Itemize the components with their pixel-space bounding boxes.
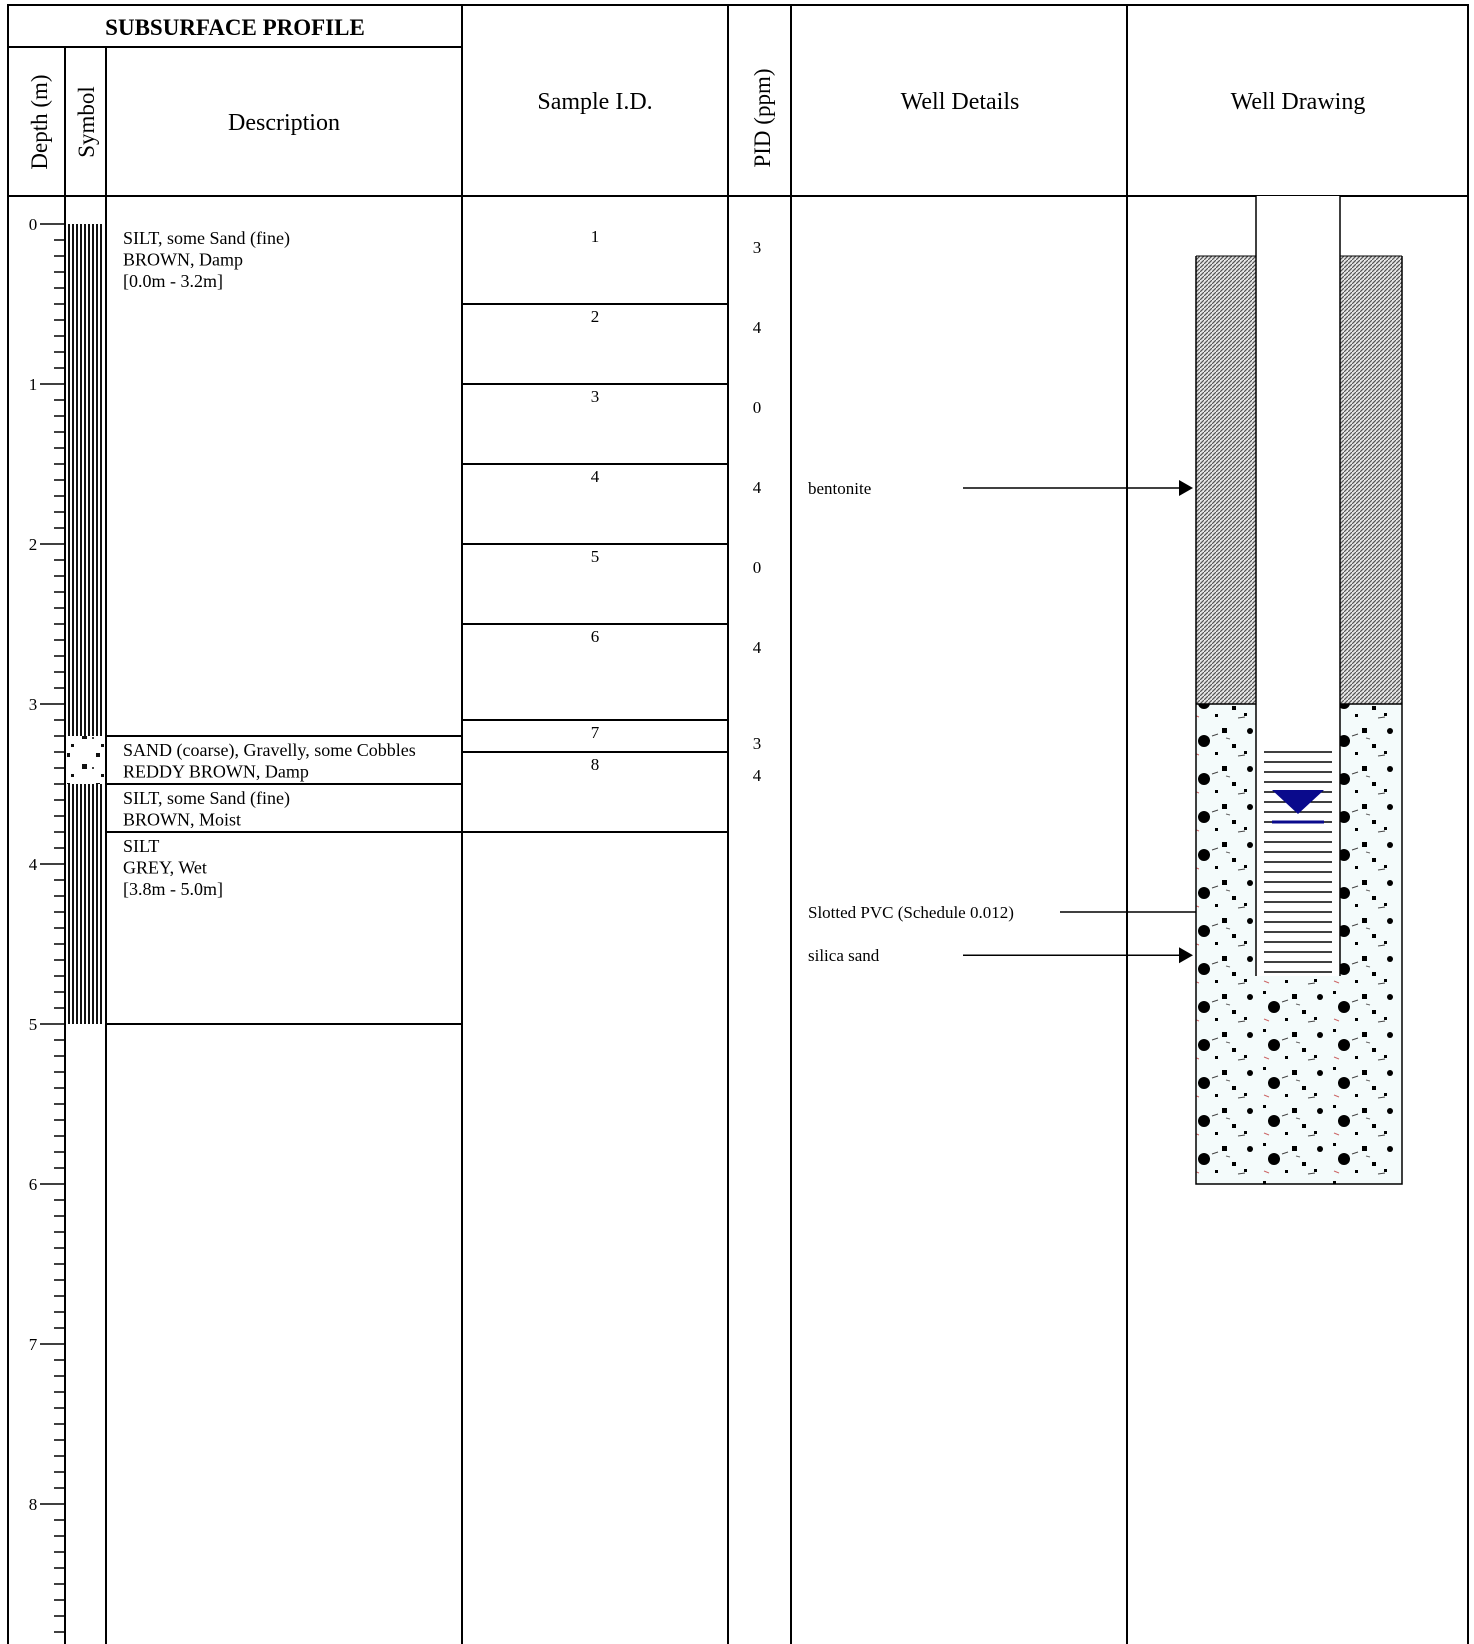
sample-id: 7 [590, 723, 600, 742]
depth-tick-label: 0 [28, 215, 38, 234]
layer-description-line: [0.0m - 3.2m] [123, 271, 223, 291]
symbol-silt [67, 224, 104, 736]
depth-tick-label: 3 [28, 695, 38, 714]
well-detail-label: silica sand [808, 946, 880, 966]
symbol-silt [67, 832, 104, 1024]
depth-scale [29, 215, 65, 1632]
sample-id: 5 [590, 547, 600, 566]
layer-description [123, 228, 290, 291]
depth-tick-label: 1 [28, 375, 38, 394]
layer-description-line: SAND (coarse), Gravelly, some Cobbles [123, 740, 416, 760]
layer-description-line: SILT, some Sand (fine) [123, 228, 290, 248]
pid-value: 4 [752, 318, 762, 337]
sample-id: 2 [590, 307, 600, 326]
sample-id-column-header: Sample I.D. [537, 89, 653, 115]
sample-id: 1 [590, 227, 600, 246]
layer-description-line: BROWN, Moist [123, 809, 242, 830]
layer-description-line: BROWN, Damp [123, 249, 243, 270]
bentonite-fill-left [1196, 256, 1256, 704]
well-drawing [1196, 196, 1402, 1184]
sample-id: 6 [590, 627, 600, 646]
depth-tick-label: 7 [28, 1335, 38, 1354]
sample-column [462, 227, 728, 832]
layer-description [123, 836, 223, 899]
sample-id: 3 [590, 387, 600, 406]
well-detail-label: bentonite [808, 479, 872, 498]
description-column [106, 228, 462, 1024]
pid-value: 3 [752, 734, 762, 753]
pid-value: 4 [752, 638, 762, 657]
sample-id: 4 [590, 467, 600, 486]
pid-value: 3 [752, 238, 762, 257]
symbol-silt [67, 784, 104, 832]
symbol-gravel [67, 736, 104, 784]
sample-id: 8 [590, 755, 600, 774]
symbol-column-header: Symbol [74, 86, 99, 158]
pid-value: 0 [752, 558, 762, 577]
depth-tick-label: 8 [28, 1495, 38, 1514]
depth-column-header: Depth (m) [27, 74, 52, 170]
depth-tick-label: 5 [28, 1015, 38, 1034]
well-details-column-header: Well Details [900, 89, 1020, 115]
depth-tick-label: 2 [28, 535, 38, 554]
layer-description-line: SILT, some Sand (fine) [123, 788, 290, 808]
description-column-header: Description [228, 110, 340, 136]
layer-description-line: REDDY BROWN, Damp [123, 761, 309, 782]
well-detail-label: Slotted PVC (Schedule 0.012) [808, 903, 1014, 922]
bentonite-fill-right [1340, 256, 1402, 704]
profile-title: SUBSURFACE PROFILE [105, 15, 365, 40]
layer-description-line: SILT [123, 836, 160, 856]
layer-description-line: GREY, Wet [123, 857, 207, 878]
pid-value: 0 [752, 398, 762, 417]
well-details-column [808, 479, 1253, 965]
pid-column [753, 238, 762, 785]
layer-description-line: [3.8m - 5.0m] [123, 879, 223, 899]
pid-column-header: PID (ppm) [750, 68, 775, 168]
pid-value: 4 [752, 478, 762, 497]
layer-description [123, 788, 290, 830]
symbol-column [67, 224, 104, 1024]
arrow-head-icon [1179, 480, 1193, 496]
pvc-casing [1256, 196, 1340, 976]
layer-description [123, 740, 416, 782]
well-drawing-column-header: Well Drawing [1230, 89, 1366, 115]
depth-tick-label: 4 [28, 855, 38, 874]
depth-tick-label: 6 [28, 1175, 38, 1194]
arrow-head-icon [1179, 947, 1193, 963]
pid-value: 4 [752, 766, 762, 785]
